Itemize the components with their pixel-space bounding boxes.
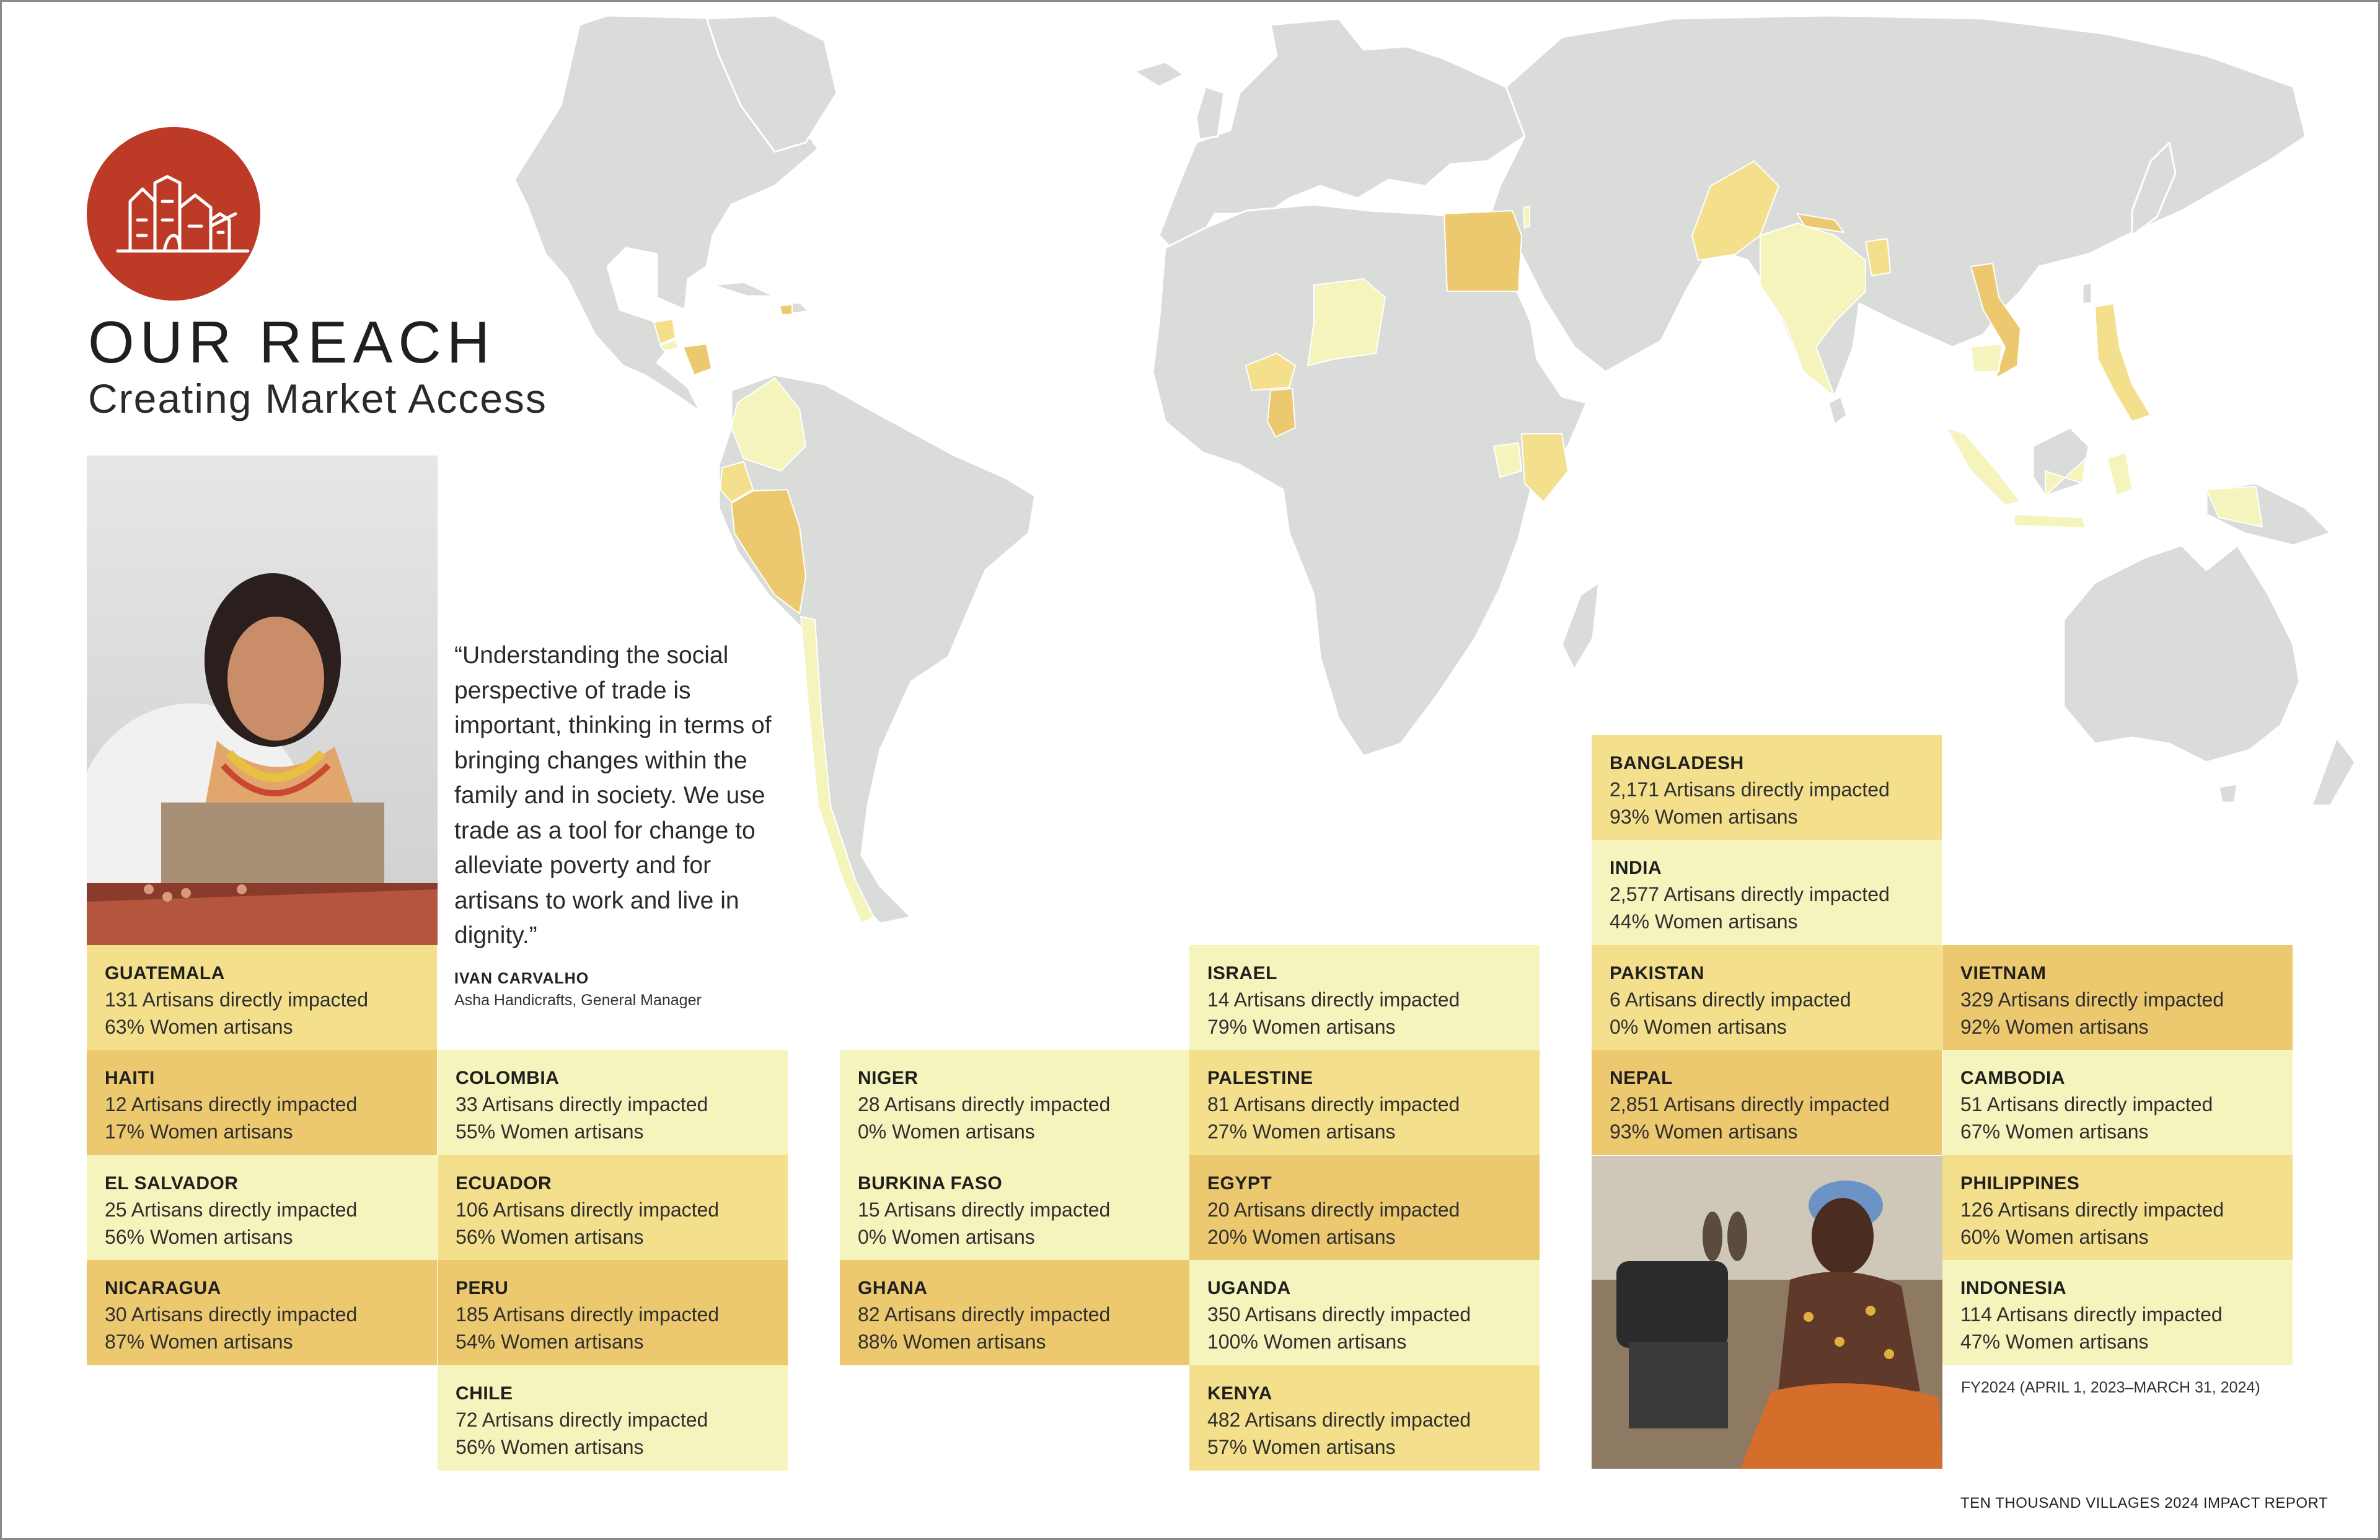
artisan-count: 15 Artisans directly impacted xyxy=(858,1199,1111,1221)
women-share: 60% Women artisans xyxy=(1960,1226,2149,1248)
country-name: PHILIPPINES xyxy=(1960,1173,2080,1194)
country-name: KENYA xyxy=(1207,1383,1272,1404)
artisan-count: 12 Artisans directly impacted xyxy=(105,1093,358,1115)
map-nicaragua xyxy=(683,344,712,375)
country-name: PALESTINE xyxy=(1207,1068,1313,1088)
country-cell-el-salvador xyxy=(87,1155,437,1261)
women-share: 88% Women artisans xyxy=(858,1331,1046,1353)
map-haiti xyxy=(780,304,792,315)
village-icon xyxy=(87,127,260,301)
country-name: BURKINA FASO xyxy=(858,1173,1003,1194)
artisan-count: 482 Artisans directly impacted xyxy=(1207,1409,1471,1431)
country-cell-bangladesh xyxy=(1592,735,1942,840)
cuba-land xyxy=(713,282,775,296)
women-share: 93% Women artisans xyxy=(1610,1120,1798,1143)
country-name: NICARAGUA xyxy=(105,1278,221,1298)
country-cell-indonesia xyxy=(1942,1260,2293,1365)
artisan-count: 2,851 Artisans directly impacted xyxy=(1610,1093,1890,1115)
country-cell-kenya xyxy=(1189,1365,1540,1471)
country-name: NIGER xyxy=(858,1068,919,1088)
artisan-count: 33 Artisans directly impacted xyxy=(456,1093,708,1115)
map-egypt xyxy=(1444,211,1522,291)
country-cell-egypt xyxy=(1189,1155,1540,1261)
country-cell-colombia xyxy=(438,1050,788,1155)
country-cell-uganda xyxy=(1189,1260,1540,1365)
madagascar-land xyxy=(1562,583,1599,669)
country-cell-cambodia xyxy=(1942,1050,2293,1155)
women-share: 93% Women artisans xyxy=(1610,806,1798,828)
map-indonesia-sulawesi xyxy=(2107,452,2132,496)
quote-author-name: IVAN CARVALHO xyxy=(454,970,589,987)
artisan-count: 14 Artisans directly impacted xyxy=(1207,988,1460,1011)
country-name: ISRAEL xyxy=(1207,963,1278,983)
map-niger xyxy=(1308,279,1385,366)
women-share: 63% Women artisans xyxy=(105,1016,293,1038)
artisan-count: 2,171 Artisans directly impacted xyxy=(1610,778,1890,801)
country-name: INDONESIA xyxy=(1960,1278,2067,1298)
country-name: COLOMBIA xyxy=(456,1068,560,1088)
country-name: PAKISTAN xyxy=(1610,963,1704,983)
artisan-quote: “Understanding the social perspective of trade is important, thinking in terms of bringing changes within the family and in society. We use trade as a tool for change to alleviate poverty and for artisans to work and live in dignity.” xyxy=(454,642,772,949)
artisan-count: 185 Artisans directly impacted xyxy=(456,1303,720,1326)
artisan-count: 2,577 Artisans directly impacted xyxy=(1610,883,1890,905)
women-share: 0% Women artisans xyxy=(1610,1016,1787,1038)
country-name: INDIA xyxy=(1610,858,1662,878)
country-cell-niger xyxy=(840,1050,1190,1155)
artisan-count: 114 Artisans directly impacted xyxy=(1960,1303,2223,1326)
map-indonesia-papua xyxy=(2206,486,2262,527)
artisan-count: 30 Artisans directly impacted xyxy=(105,1303,358,1326)
women-share: 56% Women artisans xyxy=(456,1226,644,1248)
country-name: CHILE xyxy=(456,1383,513,1404)
uk-land xyxy=(1196,87,1224,139)
quote-author-role: Asha Handicrafts, General Manager xyxy=(454,992,702,1009)
australia-land xyxy=(2064,545,2299,762)
page-title: OUR REACH xyxy=(88,309,496,376)
taiwan-land xyxy=(2082,282,2092,304)
country-cell-nicaragua xyxy=(87,1260,437,1365)
country-name: VIETNAM xyxy=(1960,963,2047,983)
women-share: 27% Women artisans xyxy=(1207,1120,1396,1143)
iceland-land xyxy=(1134,62,1184,87)
map-ghana xyxy=(1267,389,1295,437)
artisan-count: 6 Artisans directly impacted xyxy=(1610,988,1851,1011)
country-name: ECUADOR xyxy=(456,1173,552,1194)
map-indonesia-sumatra xyxy=(1946,428,2021,505)
artisan-count: 106 Artisans directly impacted xyxy=(456,1199,720,1221)
women-share: 20% Women artisans xyxy=(1207,1226,1396,1248)
map-indonesia-java xyxy=(2014,514,2086,528)
country-cell-india xyxy=(1592,840,1942,945)
village-logo xyxy=(87,127,260,301)
country-name: UGANDA xyxy=(1207,1278,1291,1298)
country-name: PERU xyxy=(456,1278,509,1298)
country-cell-philippines xyxy=(1942,1155,2293,1261)
women-share: 67% Women artisans xyxy=(1960,1120,2149,1143)
country-cell-guatemala xyxy=(87,945,437,1050)
women-share: 56% Women artisans xyxy=(456,1436,644,1458)
women-share: 92% Women artisans xyxy=(1960,1016,2149,1038)
country-name: HAITI xyxy=(105,1068,155,1088)
map-cambodia xyxy=(1971,344,2002,372)
women-share: 0% Women artisans xyxy=(858,1226,1035,1248)
borneo-land xyxy=(2033,428,2089,496)
women-share: 17% Women artisans xyxy=(105,1120,293,1143)
country-cell-ghana xyxy=(840,1260,1190,1365)
artisan-count: 51 Artisans directly impacted xyxy=(1960,1093,2213,1115)
artisan-count: 82 Artisans directly impacted xyxy=(858,1303,1111,1326)
women-share: 56% Women artisans xyxy=(105,1226,293,1248)
country-cell-peru xyxy=(438,1260,788,1365)
artisan-count: 72 Artisans directly impacted xyxy=(456,1409,708,1431)
new-zealand-land xyxy=(2312,737,2355,806)
tasmania-land xyxy=(2219,784,2237,803)
artisan-count: 126 Artisans directly impacted xyxy=(1960,1199,2224,1221)
country-name: GHANA xyxy=(858,1278,928,1298)
map-philippines xyxy=(2095,304,2151,421)
country-cell-chile xyxy=(438,1365,788,1471)
country-cell-burkina-faso xyxy=(840,1155,1190,1261)
women-share: 100% Women artisans xyxy=(1207,1331,1407,1353)
artisan-count: 28 Artisans directly impacted xyxy=(858,1093,1111,1115)
artisan-count: 131 Artisans directly impacted xyxy=(105,988,369,1011)
artisan-count: 25 Artisans directly impacted xyxy=(105,1199,358,1221)
country-cell-ecuador xyxy=(438,1155,788,1261)
women-share: 79% Women artisans xyxy=(1207,1016,1396,1038)
women-share: 0% Women artisans xyxy=(858,1120,1035,1143)
page-subtitle: Creating Market Access xyxy=(88,376,547,421)
country-name: GUATEMALA xyxy=(105,963,225,983)
map-israel xyxy=(1523,206,1530,228)
country-cell-vietnam xyxy=(1942,945,2293,1050)
country-cell-palestine xyxy=(1189,1050,1540,1155)
women-share: 44% Women artisans xyxy=(1610,910,1798,933)
women-share: 87% Women artisans xyxy=(105,1331,293,1353)
sri-lanka-land xyxy=(1828,397,1847,425)
women-share: 54% Women artisans xyxy=(456,1331,644,1353)
report-footer: TEN THOUSAND VILLAGES 2024 IMPACT REPORT xyxy=(1960,1495,2329,1511)
country-cell-israel xyxy=(1189,945,1540,1050)
women-share: 55% Women artisans xyxy=(456,1120,644,1143)
country-name: BANGLADESH xyxy=(1610,753,1744,773)
women-share: 57% Women artisans xyxy=(1207,1436,1396,1458)
artisan-photo-right xyxy=(1592,1156,1942,1469)
women-share: 47% Women artisans xyxy=(1960,1331,2149,1353)
artisan-count: 20 Artisans directly impacted xyxy=(1207,1199,1460,1221)
artisan-count: 329 Artisans directly impacted xyxy=(1960,988,2224,1011)
asia-land xyxy=(1488,15,2306,397)
country-name: NEPAL xyxy=(1610,1068,1673,1088)
artisan-count: 350 Artisans directly impacted xyxy=(1207,1303,1471,1326)
country-name: EGYPT xyxy=(1207,1173,1272,1194)
artisan-photo-left xyxy=(87,455,438,945)
fiscal-year-note: FY2024 (APRIL 1, 2023–MARCH 31, 2024) xyxy=(1961,1379,2260,1396)
country-name: EL SALVADOR xyxy=(105,1173,239,1194)
country-cell-haiti xyxy=(87,1050,437,1155)
country-cell-nepal xyxy=(1592,1050,1942,1155)
country-name: CAMBODIA xyxy=(1960,1068,2065,1088)
country-cell-pakistan xyxy=(1592,945,1942,1050)
artisan-count: 81 Artisans directly impacted xyxy=(1207,1093,1460,1115)
